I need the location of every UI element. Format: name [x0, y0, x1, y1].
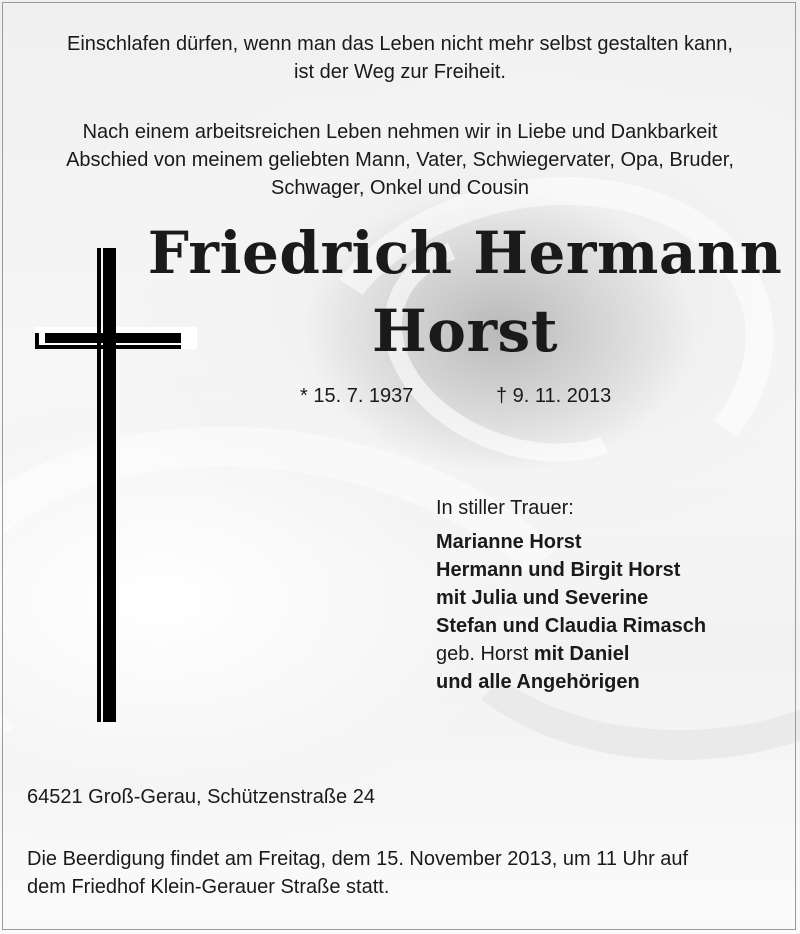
mourner: Hermann und Birgit Horst: [436, 559, 681, 581]
motto-line: ist der Weg zur Freiheit.: [294, 61, 506, 83]
intro-line: Abschied von meinem geliebten Mann, Vater, Schwiegervater, Opa, Bruder,: [66, 149, 734, 171]
funeral-line: dem Friedhof Klein-Gerauer Straße statt.: [27, 876, 390, 898]
mourning-title: In stiller Trauer:: [436, 497, 574, 519]
intro-text: [0, 118, 800, 202]
mourners-list: [436, 494, 706, 696]
mourner: und alle Angehörigen: [436, 671, 640, 693]
mourner: Marianne Horst: [436, 531, 582, 553]
cross-vertical-beam: [103, 248, 116, 722]
deceased-name-last: Horst: [372, 297, 558, 365]
cross-horizontal-outline: [35, 333, 39, 349]
mourner: [436, 640, 706, 668]
intro-line: Schwager, Onkel und Cousin: [271, 177, 529, 199]
deceased-name-first: Friedrich Hermann: [147, 219, 783, 287]
cross-vertical-outline: [97, 248, 101, 722]
mourner: mit Julia und Severine: [436, 587, 649, 609]
mourner: Stefan und Claudia Rimasch: [436, 615, 707, 637]
intro-line: Nach einem arbeitsreichen Leben nehmen wir in Liebe und Dankbarkeit: [82, 121, 718, 143]
mourner-child: mit Daniel: [533, 643, 630, 665]
birth-date: * 15. 7. 1937: [300, 385, 414, 407]
family-address: 64521 Groß-Gerau, Schützenstraße 24: [27, 786, 375, 808]
motto-line: Einschlafen dürfen, wenn man das Leben nicht mehr selbst gestalten kann,: [67, 33, 733, 55]
motto-quote: [0, 30, 800, 86]
funeral-info: [27, 845, 787, 901]
maiden-name-note: geb. Horst: [436, 643, 534, 665]
death-date: † 9. 11. 2013: [496, 385, 612, 407]
funeral-line: Die Beerdigung findet am Freitag, dem 15. November 2013, um 11 Uhr auf: [27, 848, 689, 870]
